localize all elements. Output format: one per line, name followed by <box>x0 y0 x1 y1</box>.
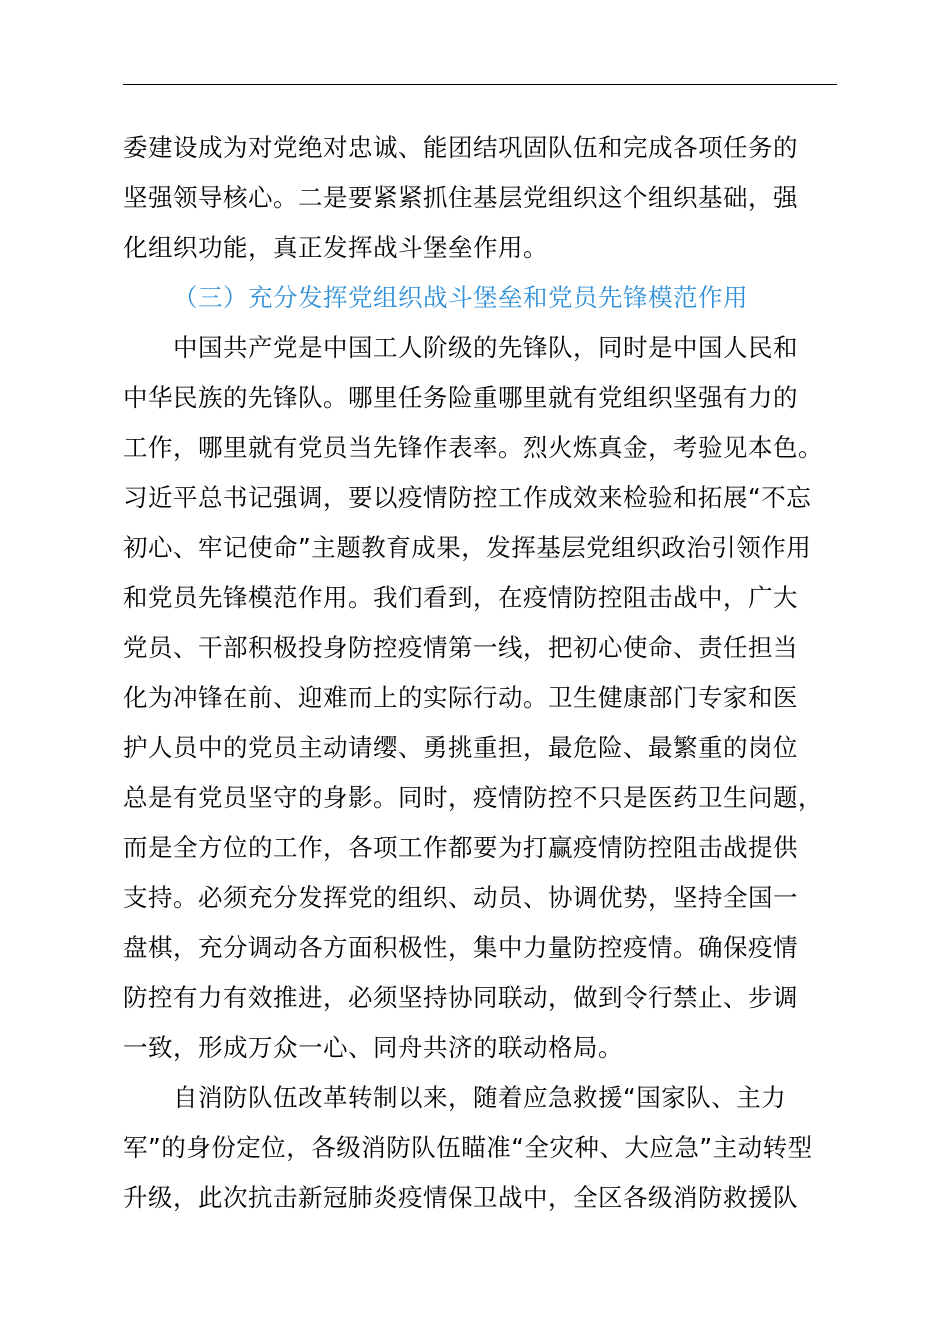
text-line: 升级，此次抗击新冠肺炎疫情保卫战中，全区各级消防救援队 <box>123 1183 798 1212</box>
text-line: 防控有力有效推进，必须坚持协同联动，做到令行禁止、步调 <box>123 983 798 1012</box>
text-line: 习近平总书记强调，要以疫情防控工作成效来检验和拓展“不忘 <box>123 483 812 512</box>
text-line: 总是有党员坚守的身影。同时，疫情防控不只是医药卫生问题， <box>123 783 823 812</box>
text-line: 护人员中的党员主动请缨、勇挑重担，最危险、最繁重的岗位 <box>123 733 798 762</box>
text-line: 一致，形成万众一心、同舟共济的联动格局。 <box>123 1033 623 1062</box>
text-line: 而是全方位的工作，各项工作都要为打赢疫情防控阻击战提供 <box>123 833 798 862</box>
text-line: 工作，哪里就有党员当先锋作表率。烈火炼真金，考验见本色。 <box>123 433 823 462</box>
text-line: 化组织功能，真正发挥战斗堡垒作用。 <box>123 233 548 262</box>
text-line: 支持。必须充分发挥党的组织、动员、协调优势，坚持全国一 <box>123 883 798 912</box>
paragraph-first-line: 中国共产党是中国工人阶级的先锋队，同时是中国人民和 <box>173 333 798 362</box>
section-heading: （三）充分发挥党组织战斗堡垒和党员先锋模范作用 <box>173 283 748 312</box>
text-line: 初心、牢记使命”主题教育成果，发挥基层党组织政治引领作用 <box>123 533 812 562</box>
text-line: 党员、干部积极投身防控疫情第一线，把初心使命、责任担当 <box>123 633 798 662</box>
text-line: 化为冲锋在前、迎难而上的实际行动。卫生健康部门专家和医 <box>123 683 798 712</box>
text-line: 盘棋，充分调动各方面积极性，集中力量防控疫情。确保疫情 <box>123 933 798 962</box>
text-line: 和党员先锋模范作用。我们看到，在疫情防控阻击战中，广大 <box>123 583 798 612</box>
header-rule <box>123 84 837 85</box>
text-line: 中华民族的先锋队。哪里任务险重哪里就有党组织坚强有力的 <box>123 383 798 412</box>
text-line: 委建设成为对党绝对忠诚、能团结巩固队伍和完成各项任务的 <box>123 133 798 162</box>
paragraph-first-line: 自消防队伍改革转制以来，随着应急救援“国家队、主力 <box>173 1083 787 1112</box>
text-line: 坚强领导核心。二是要紧紧抓住基层党组织这个组织基础，强 <box>123 183 798 212</box>
text-line: 军”的身份定位，各级消防队伍瞄准“全灾种、大应急”主动转型 <box>123 1133 813 1162</box>
